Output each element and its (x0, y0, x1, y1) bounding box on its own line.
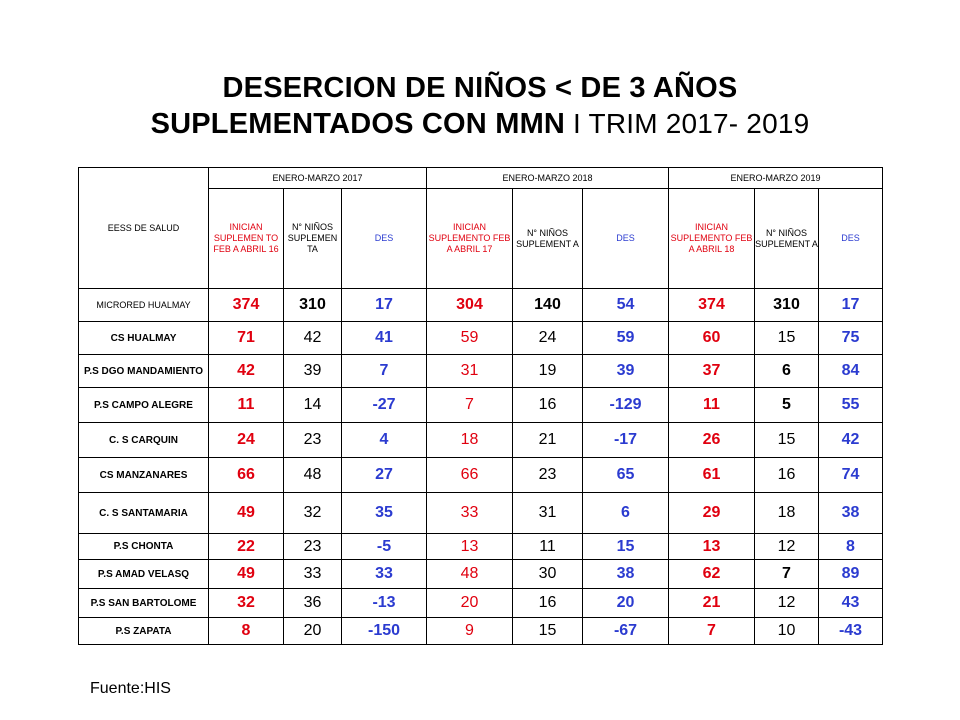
value-cell: 23 (513, 458, 583, 493)
value-cell: 16 (513, 388, 583, 423)
table-row (79, 355, 883, 388)
value-cell: 7 (427, 388, 513, 423)
value-cell: -17 (583, 423, 669, 458)
value-cell: 11 (209, 388, 284, 423)
value-cell: 15 (583, 534, 669, 560)
value-cell: 7 (669, 618, 755, 645)
value-cell: 61 (669, 458, 755, 493)
value-cell: 59 (583, 322, 669, 355)
value-cell: 39 (583, 355, 669, 388)
value-cell: 26 (669, 423, 755, 458)
title-line-1: DESERCION DE NIÑOS < DE 3 AÑOS (222, 72, 738, 104)
value-cell: 31 (513, 493, 583, 534)
value-cell: 42 (819, 423, 883, 458)
value-cell: 62 (669, 560, 755, 589)
page-title (0, 70, 960, 142)
title-line-2 (0, 106, 960, 142)
subheader-cell: N° NIÑOS SUPLEMENT A (513, 189, 583, 289)
value-cell: 33 (342, 560, 427, 589)
value-cell: 42 (284, 322, 342, 355)
value-cell: 30 (513, 560, 583, 589)
value-cell: 59 (427, 322, 513, 355)
eess-name: P.S CHONTA (79, 534, 209, 560)
source-note: Fuente:HIS (90, 680, 171, 697)
value-cell: 8 (209, 618, 284, 645)
value-cell: -150 (342, 618, 427, 645)
value-cell: 41 (342, 322, 427, 355)
value-cell: 12 (755, 534, 819, 560)
value-cell: 12 (755, 589, 819, 618)
eess-name: P.S AMAD VELASQ (79, 560, 209, 589)
value-cell: 18 (755, 493, 819, 534)
value-cell: 7 (342, 355, 427, 388)
value-cell: 15 (755, 423, 819, 458)
value-cell: 37 (669, 355, 755, 388)
value-cell: 7 (755, 560, 819, 589)
value-cell: 75 (819, 322, 883, 355)
value-cell: 11 (669, 388, 755, 423)
value-cell: 9 (427, 618, 513, 645)
eess-header: EESS DE SALUD (79, 168, 209, 289)
table-row (79, 534, 883, 560)
table-row (79, 493, 883, 534)
value-cell: 310 (284, 289, 342, 322)
value-cell: 23 (284, 423, 342, 458)
title-line-2-light: I TRIM 2017- 2019 (565, 108, 810, 139)
value-cell: 49 (209, 493, 284, 534)
value-cell: 48 (284, 458, 342, 493)
value-cell: 4 (342, 423, 427, 458)
value-cell: -67 (583, 618, 669, 645)
eess-name: P.S ZAPATA (79, 618, 209, 645)
value-cell: 304 (427, 289, 513, 322)
value-cell: 20 (583, 589, 669, 618)
value-cell: 39 (284, 355, 342, 388)
eess-name: P.S SAN BARTOLOME (79, 589, 209, 618)
value-cell: 27 (342, 458, 427, 493)
value-cell: -129 (583, 388, 669, 423)
eess-name: P.S DGO MANDAMIENTO (79, 355, 209, 388)
subheader-cell: INICIAN SUPLEMENTO FEB A ABRIL 17 (427, 189, 513, 289)
value-cell: 33 (427, 493, 513, 534)
value-cell: 21 (669, 589, 755, 618)
eess-name: CS HUALMAY (79, 322, 209, 355)
value-cell: 31 (427, 355, 513, 388)
value-cell: 17 (819, 289, 883, 322)
value-cell: 5 (755, 388, 819, 423)
value-cell: 13 (427, 534, 513, 560)
value-cell: 24 (209, 423, 284, 458)
value-cell: 13 (669, 534, 755, 560)
subheader-cell: INICIAN SUPLEMENTO FEB A ABRIL 18 (669, 189, 755, 289)
subheader-cell: DES (819, 189, 883, 289)
eess-name: C. S SANTAMARIA (79, 493, 209, 534)
value-cell: -5 (342, 534, 427, 560)
table-row (79, 388, 883, 423)
period-header-row (79, 168, 883, 189)
value-cell: 54 (583, 289, 669, 322)
value-cell: 32 (284, 493, 342, 534)
value-cell: 20 (427, 589, 513, 618)
value-cell: 310 (755, 289, 819, 322)
value-cell: 24 (513, 322, 583, 355)
value-cell: 48 (427, 560, 513, 589)
subheader-cell: DES (583, 189, 669, 289)
value-cell: 60 (669, 322, 755, 355)
subheader-cell: INICIAN SUPLEMEN TO FEB A ABRIL 16 (209, 189, 284, 289)
value-cell: -13 (342, 589, 427, 618)
value-cell: 29 (669, 493, 755, 534)
value-cell: 32 (209, 589, 284, 618)
value-cell: 38 (583, 560, 669, 589)
value-cell: 20 (284, 618, 342, 645)
subheader-cell: DES (342, 189, 427, 289)
value-cell: 8 (819, 534, 883, 560)
subheader-cell: N° NIÑOS SUPLEMEN TA (284, 189, 342, 289)
value-cell: 22 (209, 534, 284, 560)
value-cell: 18 (427, 423, 513, 458)
value-cell: -43 (819, 618, 883, 645)
value-cell: 89 (819, 560, 883, 589)
value-cell: 38 (819, 493, 883, 534)
value-cell: 66 (427, 458, 513, 493)
value-cell: 36 (284, 589, 342, 618)
value-cell: 19 (513, 355, 583, 388)
value-cell: -27 (342, 388, 427, 423)
value-cell: 71 (209, 322, 284, 355)
period-header: ENERO-MARZO 2017 (209, 168, 427, 189)
period-header: ENERO-MARZO 2018 (427, 168, 669, 189)
table-row (79, 423, 883, 458)
eess-name: MICRORED HUALMAY (79, 289, 209, 322)
value-cell: 43 (819, 589, 883, 618)
value-cell: 374 (209, 289, 284, 322)
value-cell: 15 (513, 618, 583, 645)
value-cell: 65 (583, 458, 669, 493)
title-line-2-bold: SUPLEMENTADOS CON MMN (150, 108, 566, 140)
value-cell: 66 (209, 458, 284, 493)
table-row (79, 322, 883, 355)
value-cell: 49 (209, 560, 284, 589)
value-cell: 15 (755, 322, 819, 355)
eess-name: CS MANZANARES (79, 458, 209, 493)
eess-name: P.S CAMPO ALEGRE (79, 388, 209, 423)
table-row (79, 618, 883, 645)
value-cell: 21 (513, 423, 583, 458)
value-cell: 6 (755, 355, 819, 388)
period-header: ENERO-MARZO 2019 (669, 168, 883, 189)
subheader-cell: N° NIÑOS SUPLEMENT A (755, 189, 819, 289)
value-cell: 6 (583, 493, 669, 534)
desercion-table (78, 167, 883, 645)
value-cell: 74 (819, 458, 883, 493)
value-cell: 374 (669, 289, 755, 322)
value-cell: 55 (819, 388, 883, 423)
value-cell: 35 (342, 493, 427, 534)
value-cell: 33 (284, 560, 342, 589)
value-cell: 11 (513, 534, 583, 560)
value-cell: 16 (513, 589, 583, 618)
table-row (79, 589, 883, 618)
eess-name: C. S CARQUIN (79, 423, 209, 458)
value-cell: 10 (755, 618, 819, 645)
table-row (79, 458, 883, 493)
table-row (79, 289, 883, 322)
table-row (79, 560, 883, 589)
value-cell: 14 (284, 388, 342, 423)
table-body (79, 289, 883, 645)
value-cell: 140 (513, 289, 583, 322)
value-cell: 16 (755, 458, 819, 493)
value-cell: 84 (819, 355, 883, 388)
value-cell: 42 (209, 355, 284, 388)
value-cell: 23 (284, 534, 342, 560)
value-cell: 17 (342, 289, 427, 322)
